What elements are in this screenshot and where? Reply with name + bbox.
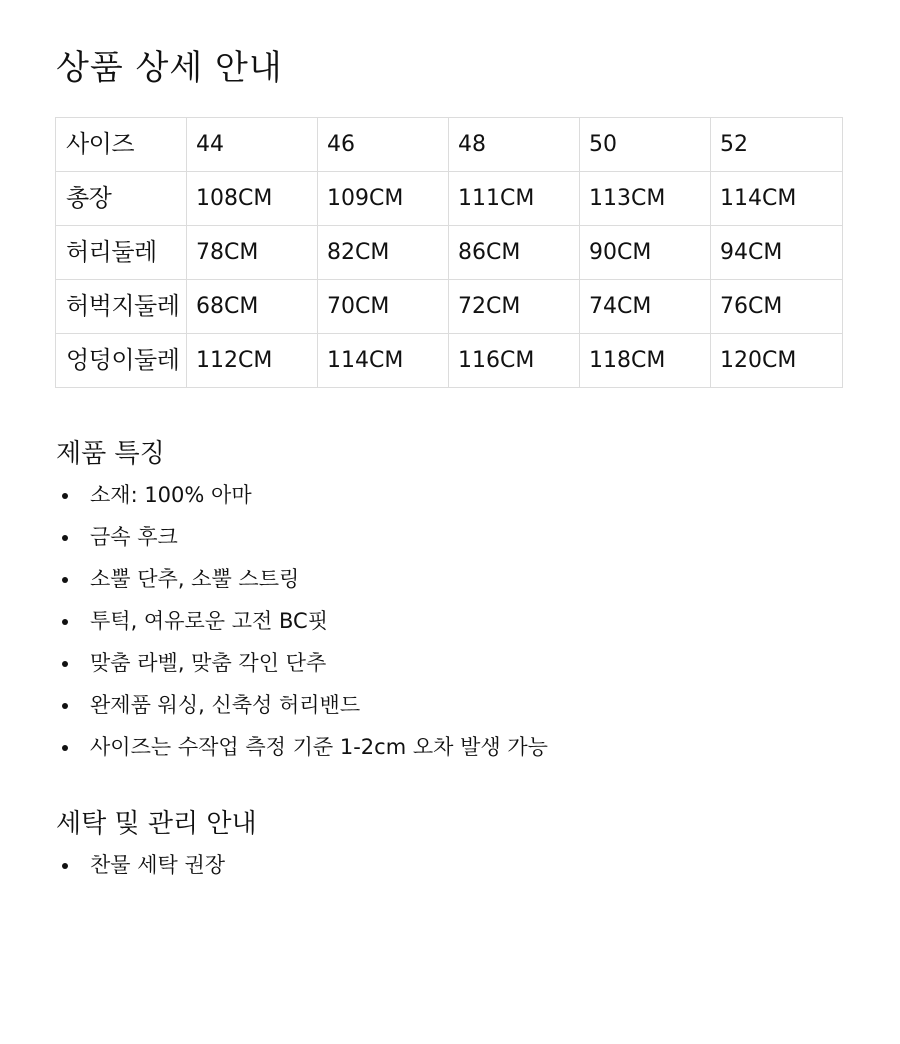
table-cell: 46 [318, 118, 449, 172]
list-item-text: 소재: 100% 아마 [90, 483, 252, 507]
features-title: 제품 특징 [56, 439, 165, 469]
list-item [56, 726, 548, 768]
table-cell: 113CM [580, 172, 711, 226]
features-list [56, 474, 548, 768]
table-cell: 74CM [580, 280, 711, 334]
list-item [56, 684, 548, 726]
table-cell: 109CM [318, 172, 449, 226]
table-cell: 111CM [449, 172, 580, 226]
row-label: 사이즈 [56, 118, 187, 172]
row-label: 허벅지둘레 [56, 280, 187, 334]
table-cell: 70CM [318, 280, 449, 334]
list-item [56, 516, 548, 558]
table-cell: 44 [187, 118, 318, 172]
table-row [56, 334, 843, 388]
table-cell: 114CM [711, 172, 843, 226]
table-cell: 72CM [449, 280, 580, 334]
bullet-icon [62, 863, 68, 869]
list-item [56, 474, 548, 516]
list-item-text: 소뿔 단추, 소뿔 스트링 [90, 567, 300, 591]
table-cell: 48 [449, 118, 580, 172]
table-cell: 108CM [187, 172, 318, 226]
table-cell: 68CM [187, 280, 318, 334]
size-table [55, 117, 843, 388]
bullet-icon [62, 577, 68, 583]
table-cell: 112CM [187, 334, 318, 388]
list-item-text: 금속 후크 [90, 525, 178, 549]
table-row [56, 118, 843, 172]
table-row [56, 172, 843, 226]
row-label: 총장 [56, 172, 187, 226]
bullet-icon [62, 493, 68, 499]
table-cell: 114CM [318, 334, 449, 388]
list-item [56, 558, 548, 600]
table-cell: 86CM [449, 226, 580, 280]
bullet-icon [62, 661, 68, 667]
bullet-icon [62, 619, 68, 625]
table-row [56, 280, 843, 334]
list-item-text: 찬물 세탁 권장 [90, 853, 226, 877]
bullet-icon [62, 745, 68, 751]
list-item [56, 600, 548, 642]
care-list [56, 844, 225, 886]
table-cell: 94CM [711, 226, 843, 280]
list-item-text: 맞춤 라벨, 맞춤 각인 단추 [90, 651, 327, 675]
list-item-text: 완제품 워싱, 신축성 허리밴드 [90, 693, 361, 717]
page-title: 상품 상세 안내 [56, 48, 283, 88]
bullet-icon [62, 703, 68, 709]
list-item [56, 642, 548, 684]
bullet-icon [62, 535, 68, 541]
table-cell: 116CM [449, 334, 580, 388]
table-cell: 82CM [318, 226, 449, 280]
table-row [56, 226, 843, 280]
table-cell: 78CM [187, 226, 318, 280]
care-title: 세탁 및 관리 안내 [56, 809, 257, 839]
table-cell: 120CM [711, 334, 843, 388]
table-cell: 118CM [580, 334, 711, 388]
list-item-text: 투턱, 여유로운 고전 BC핏 [90, 609, 328, 633]
list-item [56, 844, 225, 886]
table-cell: 52 [711, 118, 843, 172]
table-cell: 76CM [711, 280, 843, 334]
row-label: 허리둘레 [56, 226, 187, 280]
row-label: 엉덩이둘레 [56, 334, 187, 388]
table-cell: 50 [580, 118, 711, 172]
table-cell: 90CM [580, 226, 711, 280]
list-item-text: 사이즈는 수작업 측정 기준 1-2cm 오차 발생 가능 [90, 735, 548, 759]
